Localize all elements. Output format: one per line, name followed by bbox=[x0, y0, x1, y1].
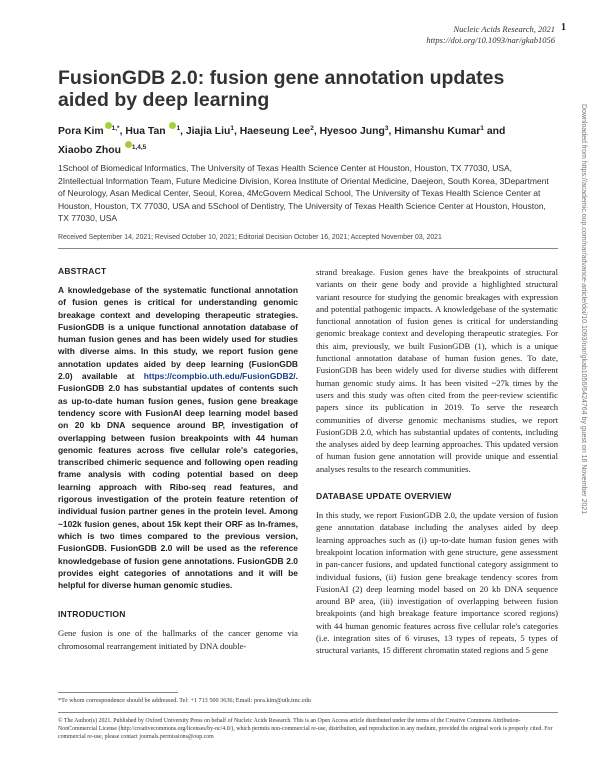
abstract-text-continued: . FusionGDB 2.0 has substantial updates of contents such as up-to-date human fusion genes, fusion gene breakage tendency score with FusionAI deep learning model based on 20 kb DNA sequence around BP, investigation of overlapping between fusion breakpoints with 44 human genomic features across five cellular role's categories, transcribed chimeric sequence and following open reading frame analysis with coding potential based on deep learning approach with Ribo-seq read features, and rigorous investigation of the protein feature retention of individual fusion partner genes in the protein level. Among ~102k fusion genes, about 15k kept their ORF as In-frames, which is two times compared to the previous version, FusionGDB. FusionGDB 2.0 will be used as the reference knowledgebase of fusion gene annotations. FusionGDB 2.0 provides eight categories of annotations and it will be helpful for diverse human genomic studies. bbox=[58, 371, 298, 591]
author-list: Pora Kim $^{1,*}$, Hua Tan $^1$, Jiajia Liu$^1$, Haeseung Lee$^2$, Hyesoo Jung$^3$, Himanshu Kumar$^1$ and Xiaobo Zhou $^{1,4,5}$ bbox=[58, 121, 558, 159]
paper-title: FusionGDB 2.0: fusion gene annotation updates aided by deep learning bbox=[58, 67, 505, 111]
author bbox=[125, 126, 180, 137]
page-number: 1 bbox=[561, 22, 566, 33]
author-name: Hua Tan bbox=[125, 126, 166, 137]
author-affiliation-mark: 1 bbox=[480, 125, 484, 132]
journal-name: Nucleic Acids Research, 2021 bbox=[453, 24, 555, 34]
database-link[interactable]: https://compbio.uth.edu/FusionGDB2/ bbox=[143, 371, 296, 382]
author-name: Haeseung Lee bbox=[239, 126, 311, 137]
author bbox=[320, 126, 389, 137]
introduction-continued: strand breakage. Fusion genes have the breakpoints of structural variants on their gene body and provide a highlighted structural variant resource for studying the genomic breakages with expression and potential pathogenic impacts. A knowledgebase of the systematic functional annotation of fusion genes is critical for understanding genomic breakage context and developing therapeutic strategies. For this aim, previously, we built FusionGDB (1), which is a unique functional annotation database of human fusion genes. To date, FusionGDB has been widely used for diverse studies with different human genomic study aims. It has been visited ~27k times by the users and this study was often cited from the peer-review scientific papers since its publication in 2019. To serve the research communities of diverse genomic mechanisms studies, we report FusionGDB 2.0, which has substantial updates of contents, including the analyses aided by deep learning approaches. This updated version of human fusion gene annotation will provide unique and essential analyses results to the research communities. bbox=[316, 267, 558, 474]
author bbox=[394, 126, 484, 137]
footnote-divider bbox=[58, 692, 178, 693]
doi-link[interactable]: https://doi.org/10.1093/nar/gkab1056 bbox=[426, 35, 555, 45]
author-affiliation-mark: 1 bbox=[230, 125, 234, 132]
introduction-text: Gene fusion is one of the hallmarks of the cancer genome via chromosomal rearrangement initiated by DNA double- bbox=[58, 628, 298, 651]
author-name: Xiaobo Zhou bbox=[58, 145, 121, 156]
author-affiliation-mark: 1,4,5 bbox=[131, 144, 147, 151]
author bbox=[240, 126, 314, 137]
running-header bbox=[426, 24, 555, 46]
authors-and: and bbox=[486, 126, 506, 137]
right-column bbox=[316, 266, 558, 657]
author-name: Jiajia Liu bbox=[185, 126, 231, 137]
correspondence-footnote: *To whom correspondence should be addressed. Tel: +1 713 500 3636; Email: pora.kim@uth.tmc.edu bbox=[58, 697, 311, 704]
divider bbox=[58, 248, 558, 249]
author-affiliation-mark: 3 bbox=[384, 125, 389, 132]
author-affiliation-mark: 1,* bbox=[111, 125, 120, 132]
author bbox=[58, 126, 120, 137]
author bbox=[186, 126, 234, 137]
overview-heading: DATABASE UPDATE OVERVIEW bbox=[316, 491, 452, 502]
affiliations: 1School of Biomedical Informatics, The University of Texas Health Science Center at Houston, Houston, TX 77030, USA, 2Intellectual Information Team, Future Medicine Division, Korea Institute of Oriental Medicine, Daejeon, South Korea, 3Department of Neurology, Asan Medical Center, Seoul, Korea, 4McGovern Medical School, The University of Texas Health Science Center at Houston, Houston, TX 77030, USA and 5School of Dentistry, The University of Texas Health Science Center at Houston, Houston, TX 77030, USA bbox=[58, 163, 549, 224]
download-watermark bbox=[578, 100, 590, 720]
divider bbox=[58, 712, 558, 713]
copyright-notice: © The Author(s) 2021. Published by Oxford University Press on behalf of Nucleic Acids Research. This is an Open Access article distributed under the terms of the Creative Commons Attribution-NonCommercial License (http://creativecommons.org/licenses/by-nc/4.0/), which permits non-commercial re-use, distribution, and reproduction in any medium, provided the original work is properly cited. For commercial re-use, please contact journals.permissions@oup.com bbox=[58, 718, 553, 741]
author-name: Himanshu Kumar bbox=[394, 126, 481, 137]
author bbox=[58, 145, 146, 156]
watermark-text: Downloaded from https://academic.oup.com/nar/advance-article/doi/10.1093/nar/gkab1056/6424764 by guest on 16 November 2021 bbox=[580, 104, 587, 515]
abstract-text: A knowledgebase of the systematic functional annotation of fusion genes is critical for understanding genomic breakage context and developing therapeutic strategies. FusionGDB is a unique functional annotation database of human fusion genes and has been widely used for studies with diverse aims. In this study, we report fusion gene annotation updates aided by deep learning (FusionGDB 2.0) available at bbox=[58, 285, 298, 382]
author-name: Pora Kim bbox=[58, 126, 104, 137]
abstract-body bbox=[58, 284, 298, 591]
orcid-icon[interactable] bbox=[105, 122, 112, 129]
author-affiliation-mark: 2 bbox=[310, 125, 314, 132]
abstract-heading: ABSTRACT bbox=[58, 266, 107, 276]
author-name: Hyesoo Jung bbox=[319, 126, 385, 137]
author-affiliation-mark: 1 bbox=[176, 125, 181, 132]
introduction-heading: INTRODUCTION bbox=[58, 609, 126, 620]
orcid-icon[interactable] bbox=[125, 141, 132, 148]
left-column bbox=[58, 266, 298, 652]
publication-dates: Received September 14, 2021; Revised October 10, 2021; Editorial Decision October 16, 2021; Accepted November 03, 2021 bbox=[58, 234, 442, 241]
overview-text: In this study, we report FusionGDB 2.0, the update version of fusion gene annotation database including the analyses aided by deep learning approaches such as (i) up-to-date human fusion genes with breakpoint location information with gene structure, gene assessment in pan-cancer fusions, and updated functional category assignment to individual fusions, (ii) fusion gene breakage tendency scores from FusionAI (2) deep learning model based on 20 kb DNA sequence around BP area, (iii) investigation of overlapping between fusion breakpoints (and high breakage feature importance scored regions) with 44 human genomic features across five cellular role's categories (i.e. integration sites of 6 viruses, 13 types of repeats, 5 types of structural variants, 15 different chromatin stated regions and 5 gene bbox=[316, 510, 558, 656]
